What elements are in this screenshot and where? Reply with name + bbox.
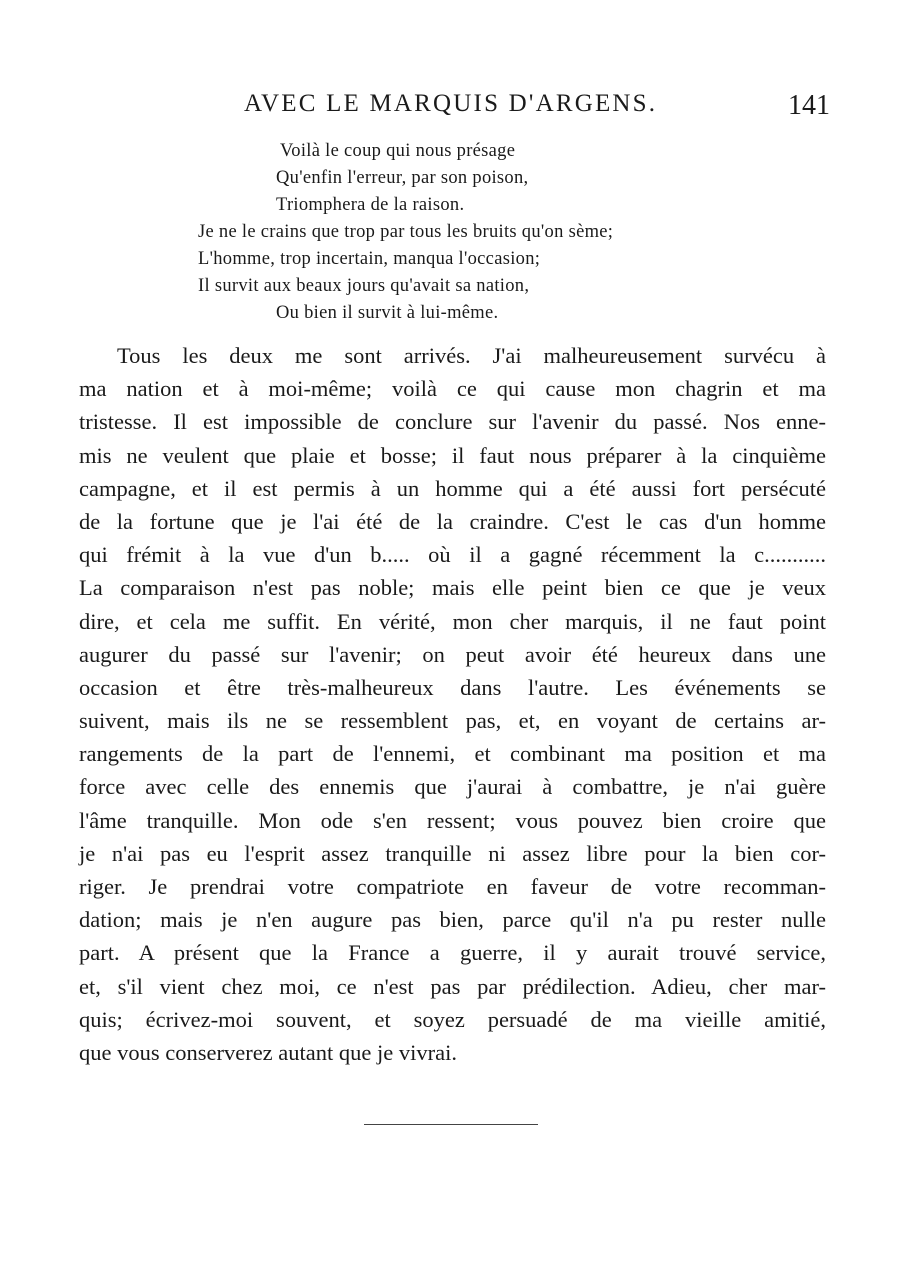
- prose-line: qui frémit à la vue d'un b..... où il a gagné récemment la c...........: [79, 542, 826, 568]
- prose-line: et, s'il vient chez moi, ce n'est pas par prédilection. Adieu, cher mar-: [79, 973, 826, 999]
- prose-line: ma nation et à moi-même; voilà ce qui cause mon chagrin et ma: [79, 376, 826, 402]
- prose-line: que vous conserverez autant que je vivrai.: [79, 1039, 457, 1065]
- section-divider: [364, 1124, 538, 1125]
- poem-line: Voilà le coup qui nous présage: [280, 141, 516, 161]
- prose-line: force avec celle des ennemis que j'aurai à combattre, je n'ai guère: [79, 774, 826, 800]
- poem-line: Ou bien il survit à lui-même.: [276, 303, 499, 323]
- prose-line: La comparaison n'est pas noble; mais elle peint bien ce que je veux: [79, 575, 826, 601]
- prose-line: l'âme tranquille. Mon ode s'en ressent; vous pouvez bien croire que: [79, 807, 826, 833]
- prose-line: dire, et cela me suffit. En vérité, mon cher marquis, il ne faut point: [79, 608, 826, 634]
- prose-line: je n'ai pas eu l'esprit assez tranquille ni assez libre pour la bien cor-: [79, 840, 826, 866]
- prose-line: de la fortune que je l'ai été de la craindre. C'est le cas d'un homme: [79, 508, 826, 534]
- prose-line: occasion et être très-malheureux dans l'autre. Les événements se: [79, 674, 826, 700]
- prose-line: tristesse. Il est impossible de conclure sur l'avenir du passé. Nos enne-: [79, 409, 826, 435]
- poem-line: Triomphera de la raison.: [276, 195, 465, 215]
- prose-paragraph: [79, 339, 826, 1069]
- poem-line: L'homme, trop incertain, manqua l'occasion;: [198, 249, 541, 269]
- prose-line: riger. Je prendrai votre compatriote en faveur de votre recomman-: [79, 874, 826, 899]
- poem-line: Qu'enfin l'erreur, par son poison,: [276, 168, 529, 188]
- page-header: [0, 90, 900, 124]
- running-title: AVEC LE MARQUIS D'ARGENS.: [244, 90, 658, 117]
- prose-line: Tous les deux me sont arrivés. J'ai malheureusement survécu à: [117, 343, 826, 368]
- prose-line: mis ne veulent que plaie et bosse; il faut nous préparer à la cinquième: [79, 442, 826, 468]
- poem-line: Je ne le crains que trop par tous les bruits qu'on sème;: [198, 222, 614, 242]
- poem-line: Il survit aux beaux jours qu'avait sa nation,: [198, 276, 530, 296]
- prose-line: campagne, et il est permis à un homme qui a été aussi fort persécuté: [79, 475, 826, 501]
- prose-line: suivent, mais ils ne se ressemblent pas, et, en voyant de certains ar-: [79, 708, 826, 734]
- prose-line: part. A présent que la France a guerre, il y aurait trouvé service,: [79, 940, 826, 966]
- page-number: 141: [788, 90, 830, 121]
- prose-line: augurer du passé sur l'avenir; on peut avoir été heureux dans une: [79, 641, 826, 667]
- prose-line: dation; mais je n'en augure pas bien, parce qu'il n'a pu rester nulle: [79, 907, 826, 933]
- prose-line: rangements de la part de l'ennemi, et combinant ma position et ma: [79, 741, 826, 767]
- prose-line: quis; écrivez-moi souvent, et soyez persuadé de ma vieille amitié,: [79, 1006, 826, 1032]
